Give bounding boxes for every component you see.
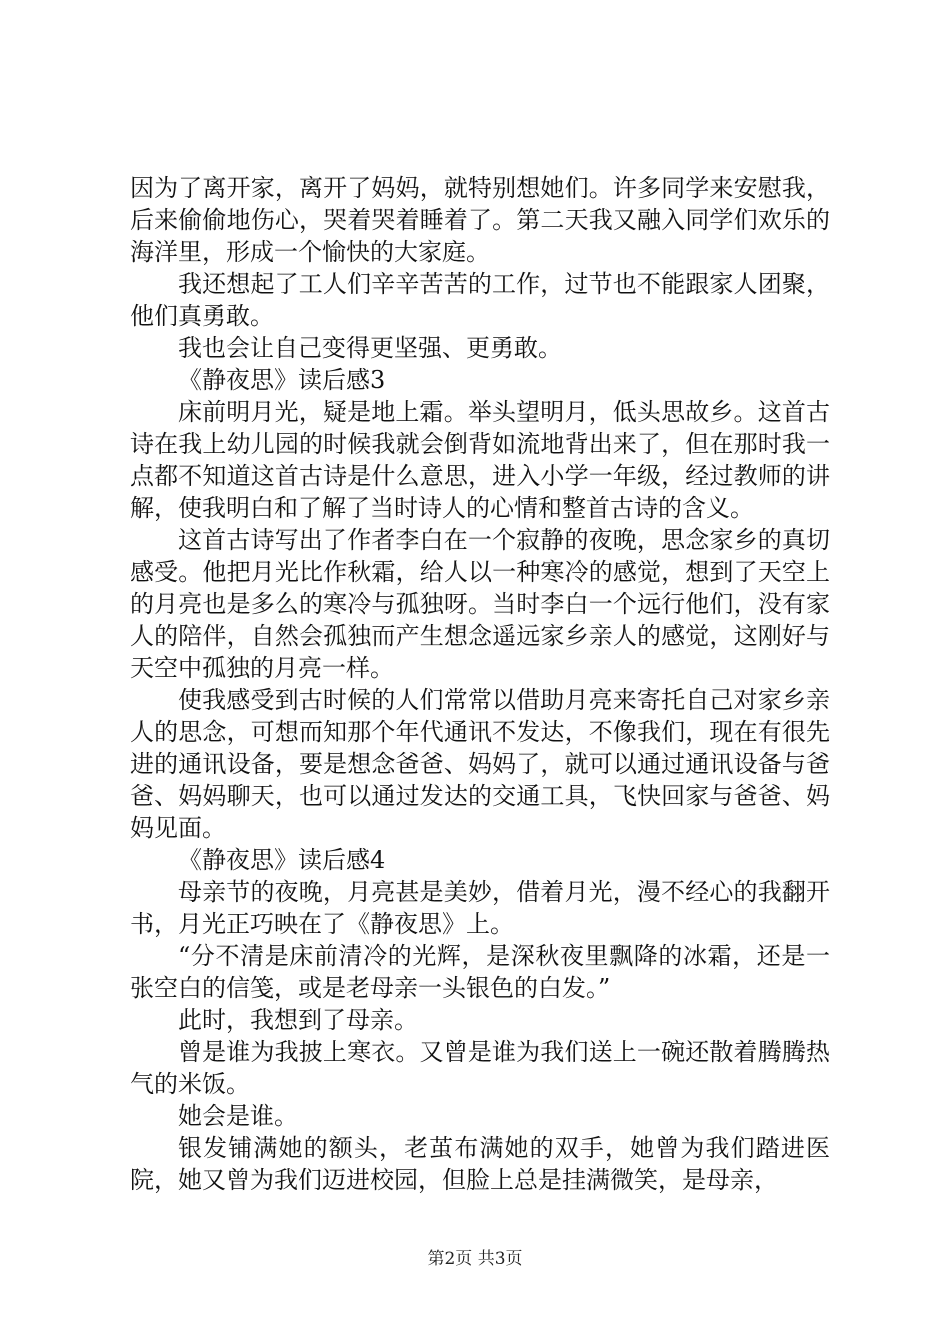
paragraph: 床前明月光，疑是地上霜。举头望明月，低头思故乡。这首古诗在我上幼儿园的时候我就会倒背如流地背出来了，但在那时我一点都不知道这首古诗是什么意思，进入小学一年级，经过教师的讲解，使我明白和了解了当时诗人的心情和整首古诗的含义。 [130,398,830,522]
paragraph: 这首古诗写出了作者李白在一个寂静的夜晚，思念家乡的真切感受。他把月光比作秋霜，给人以一种寒冷的感觉，想到了天空上的月亮也是多么的寒冷与孤独呀。当时李白一个远行他们，没有家人的陪伴，自然会孤独而产生想念遥远家乡亲人的感觉，这刚好与天空中孤独的月亮一样。 [130,526,830,682]
paragraph: 曾是谁为我披上寒衣。又曾是谁为我们送上一碗还散着腾腾热气的米饭。 [130,1038,830,1098]
paragraph: 此时，我想到了母亲。 [178,1006,418,1034]
section-heading: 《静夜思》读后感4 [178,846,386,874]
paragraph: 母亲节的夜晚，月亮甚是美妙，借着月光，漫不经心的我翻开书，月光正巧映在了《静夜思》上。 [130,878,830,938]
paragraph: 我还想起了工人们辛辛苦苦的工作，过节也不能跟家人团聚，他们真勇敢。 [130,270,830,330]
quote-paragraph: “分不清是床前清冷的光辉，是深秋夜里飘降的冰霜，还是一张空白的信笺，或是老母亲一头银色的白发。” [130,942,830,1002]
paragraph: 她会是谁。 [178,1102,298,1130]
document-body [130,172,830,1196]
paragraph: 因为了离开家，离开了妈妈，就特别想她们。许多同学来安慰我，后来偷偷地伤心，哭着哭着睡着了。第二天我又融入同学们欢乐的海洋里，形成一个愉快的大家庭。 [130,174,830,266]
section-heading: 《静夜思》读后感3 [178,366,386,394]
page-number-footer: 第2页 共3页 [427,1249,523,1269]
paragraph: 使我感受到古时候的人们常常以借助月亮来寄托自己对家乡亲人的思念，可想而知那个年代通讯不发达，不像我们，现在有很先进的通讯设备，要是想念爸爸、妈妈了，就可以通过通讯设备与爸爸、妈妈聊天，也可以通过发达的交通工具，飞快回家与爸爸、妈妈见面。 [130,686,830,842]
paragraph: 我也会让自己变得更坚强、更勇敢。 [178,334,562,362]
paragraph: 银发铺满她的额头，老茧布满她的双手，她曾为我们踏进医院，她又曾为我们迈进校园，但脸上总是挂满微笑，是母亲， [130,1134,830,1194]
